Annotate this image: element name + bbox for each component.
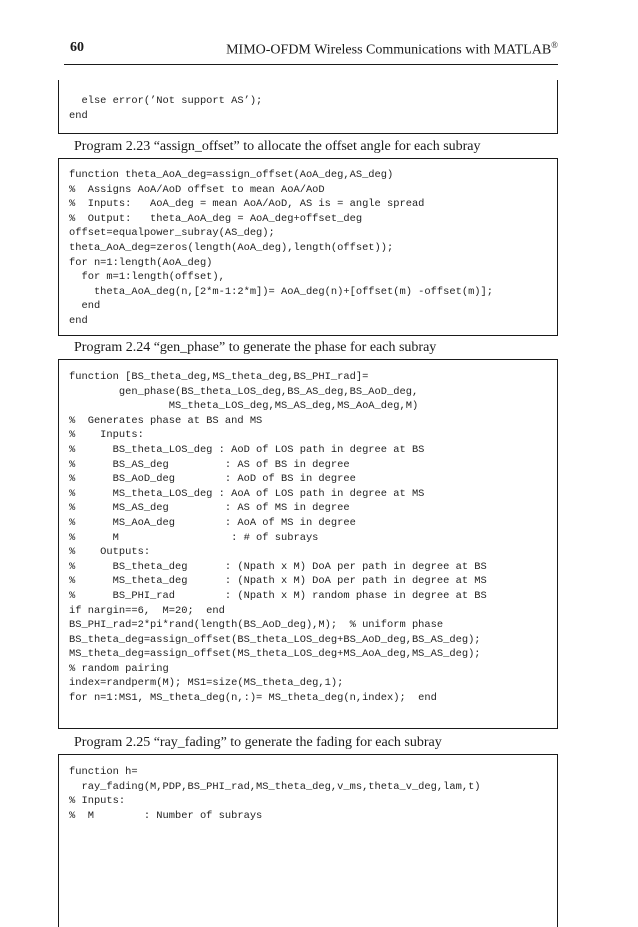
code-line: MS_theta_LOS_deg,MS_AS_deg,MS_AoA_deg,M): [69, 400, 419, 413]
code-line: % M : # of subrays: [69, 531, 319, 544]
code-line: % Inputs:: [69, 795, 126, 808]
code-line: end: [69, 300, 101, 313]
code-block-continuation: [58, 80, 558, 134]
code-line: % BS_AoD_deg : AoD of BS in degree: [69, 473, 356, 486]
code-line: for n=1:MS1, MS_theta_deg(n,:)= MS_theta_deg(n,index); end: [69, 692, 437, 705]
code-line: function [BS_theta_deg,MS_theta_deg,BS_PHI_rad]=: [69, 371, 369, 383]
code-listing: [69, 370, 487, 706]
code-line: % BS_PHI_rad : (Npath x M) random phase in degree at BS: [69, 589, 487, 602]
program-2-24-caption: Program 2.24 “gen_phase” to generate the phase for each subray: [74, 340, 437, 355]
code-line: else error(’Not support AS’);: [69, 95, 263, 107]
code-line: function theta_AoA_deg=assign_offset(AoA_deg,AS_deg): [69, 169, 394, 181]
running-title-text: MIMO-OFDM Wireless Communications with MATLAB: [226, 42, 552, 58]
header-rule: [64, 64, 558, 65]
code-line: % random pairing: [69, 662, 169, 675]
code-line: % MS_theta_deg : (Npath x M) DoA per path in degree at MS: [69, 575, 487, 588]
code-line: for n=1:length(AoA_deg): [69, 256, 213, 269]
code-line: BS_theta_deg=assign_offset(BS_theta_LOS_deg+BS_AoD_deg,BS_AS_deg);: [69, 633, 481, 646]
code-line: % BS_AS_deg : AS of BS in degree: [69, 458, 350, 471]
code-line: for m=1:length(offset),: [69, 271, 225, 284]
code-line: % MS_AS_deg : AS of MS in degree: [69, 502, 350, 515]
code-line: function h=: [69, 766, 138, 778]
code-line: % Generates phase at BS and MS: [69, 414, 263, 427]
code-line: theta_AoA_deg(n,[2*m-1:2*m])= AoA_deg(n)+[offset(m) -offset(m)];: [69, 285, 494, 298]
code-line: if nargin==6, M=20; end: [69, 604, 225, 617]
code-line: % Assigns AoA/AoD offset to mean AoA/AoD: [69, 183, 325, 196]
code-line: % M : Number of subrays: [69, 809, 263, 822]
program-2-25-caption: Program 2.25 “ray_fading” to generate the fading for each subray: [74, 735, 442, 750]
code-line: % MS_theta_LOS_deg : AoA of LOS path in degree at MS: [69, 487, 425, 500]
code-listing: [69, 94, 262, 123]
code-line: % Outputs:: [69, 546, 151, 559]
code-block-program-2-24: [58, 359, 558, 729]
code-line: theta_AoA_deg=zeros(length(AoA_deg),length(offset));: [69, 241, 394, 254]
code-line: end: [69, 109, 88, 122]
running-title: [226, 40, 558, 59]
page-header: [70, 40, 558, 60]
code-line: end: [69, 314, 88, 327]
code-line: ray_fading(M,PDP,BS_PHI_rad,MS_theta_deg,v_ms,theta_v_deg,lam,t): [69, 780, 481, 793]
code-line: MS_theta_deg=assign_offset(MS_theta_LOS_deg+MS_AoA_deg,MS_AS_deg);: [69, 648, 481, 661]
code-line: % Inputs: AoA_deg = mean AoA/AoD, AS is = angle spread: [69, 198, 425, 211]
code-block-program-2-23: [58, 158, 558, 336]
code-line: % Inputs:: [69, 429, 144, 442]
page-number: 60: [70, 40, 84, 55]
code-line: offset=equalpower_subray(AS_deg);: [69, 227, 275, 240]
code-line: % BS_theta_deg : (Npath x M) DoA per path in degree at BS: [69, 560, 487, 573]
code-block-program-2-25: [58, 754, 558, 927]
code-line: % MS_AoA_deg : AoA of MS in degree: [69, 516, 356, 529]
code-listing: [69, 168, 493, 329]
code-line: % Output: theta_AoA_deg = AoA_deg+offset_deg: [69, 212, 363, 225]
code-line: gen_phase(BS_theta_LOS_deg,BS_AS_deg,BS_AoD_deg,: [69, 385, 419, 398]
code-line: index=randperm(M); MS1=size(MS_theta_deg,1);: [69, 677, 344, 690]
program-2-23-caption: Program 2.23 “assign_offset” to allocate the offset angle for each subray: [74, 139, 481, 154]
code-listing: [69, 765, 481, 823]
code-line: BS_PHI_rad=2*pi*rand(length(BS_AoD_deg),M); % uniform phase: [69, 619, 444, 632]
trademark-symbol: ®: [551, 40, 558, 50]
code-line: % BS_theta_LOS_deg : AoD of LOS path in degree at BS: [69, 443, 425, 456]
